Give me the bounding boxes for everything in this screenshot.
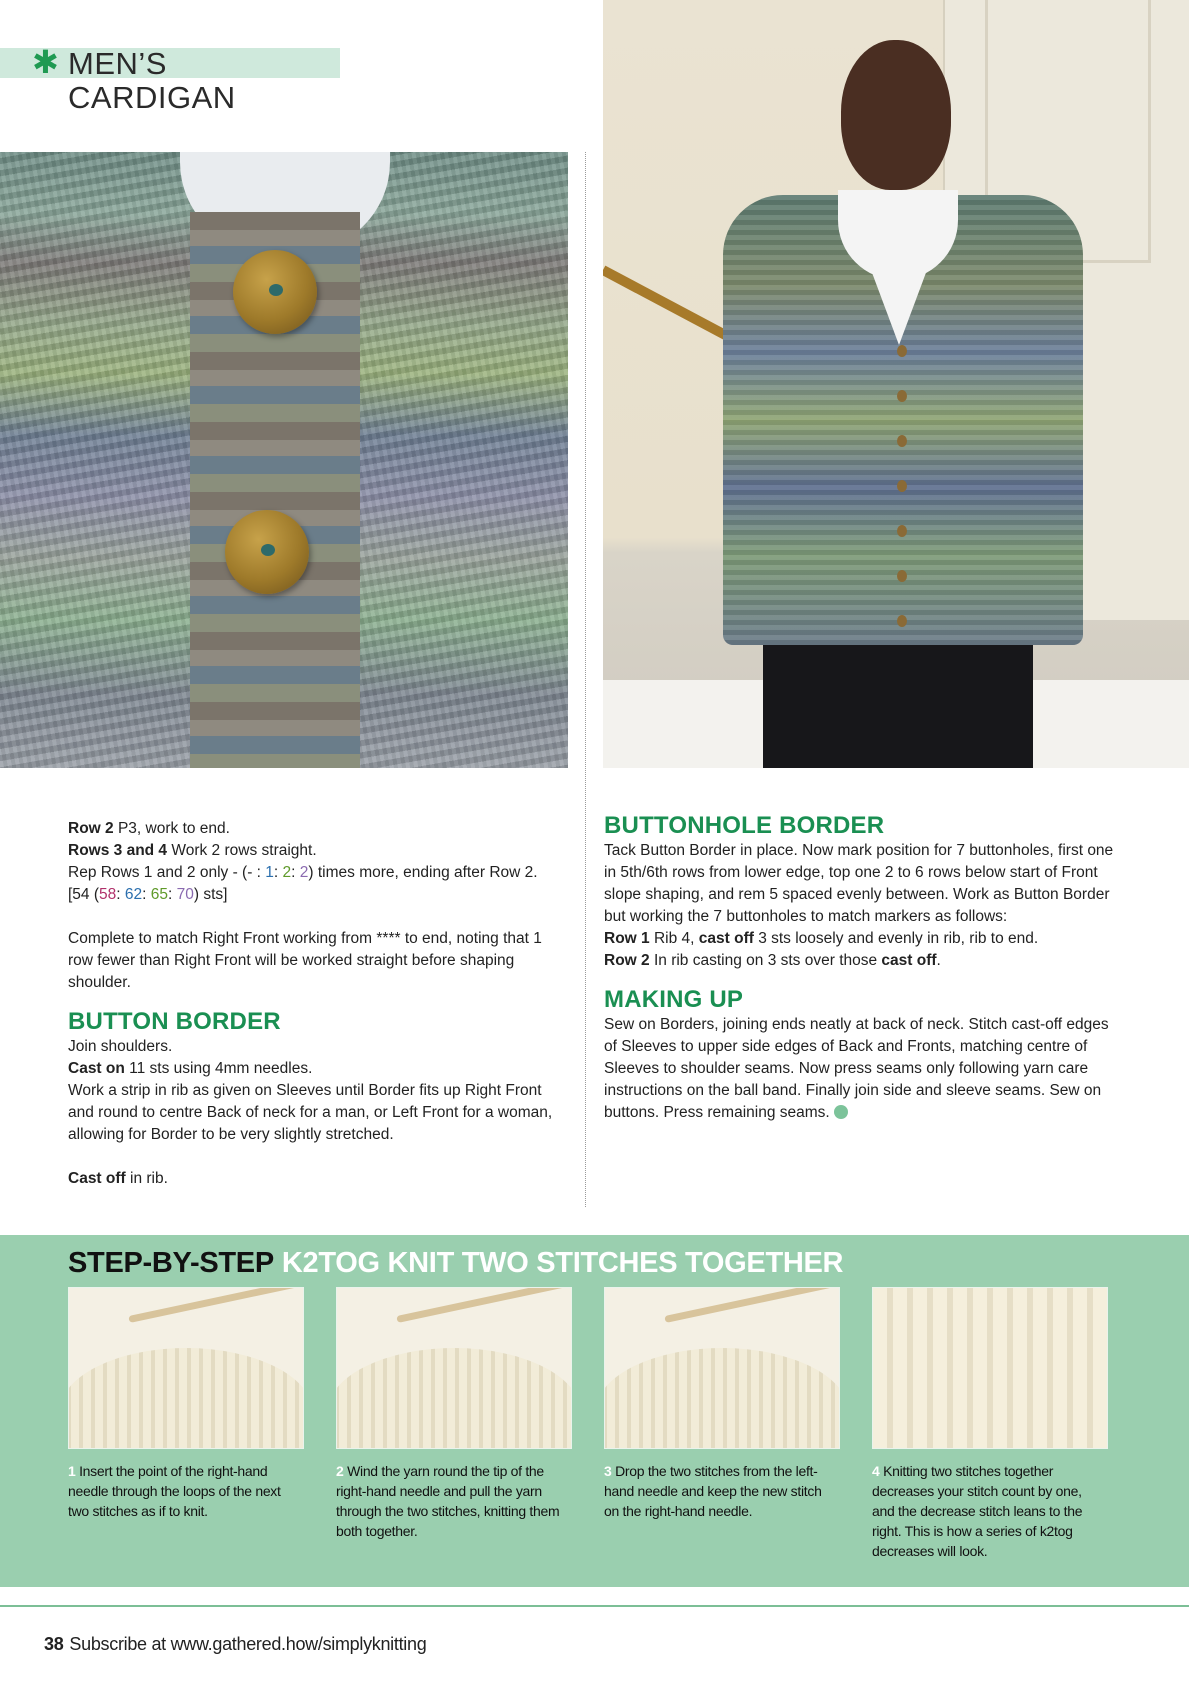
row1-instruction: Row 1 Rib 4, cast off 3 sts loosely and evenly in rib, rib to end.: [604, 930, 1039, 947]
button-border-heading: BUTTON BORDER: [68, 1008, 281, 1035]
repeat-instruction: Rep Rows 1 and 2 only - (- : 1: 2: 2) times more, ending after Row 2.: [68, 864, 538, 881]
step-3-photo: [604, 1287, 840, 1449]
cast-off-instruction: Cast off in rib.: [68, 1170, 168, 1187]
step-1-photo: [68, 1287, 304, 1449]
step-3-caption: 3 Drop the two stitches from the left-hand needle and keep the new stitch on the right-hand needle.: [604, 1463, 822, 1519]
step-4-photo: [872, 1287, 1108, 1449]
step-2-caption: 2 Wind the yarn round the tip of the right-hand needle and pull the yarn through the two stitches, knitting them both together.: [336, 1463, 560, 1539]
row2-instruction: Row 2 P3, work to end.: [68, 820, 230, 837]
model-photo: [603, 0, 1189, 768]
step-1-caption: 1 Insert the point of the right-hand needle through the loops of the next two stitches as if to knit.: [68, 1463, 281, 1519]
yarn-ball-icon: [834, 1105, 848, 1119]
work-strip-instruction: Work a strip in rib as given on Sleeves until Border fits up Right Front and round to centre Back of neck for a man, or Left Front for a woman, allowing for Border to be very slightly stretched.: [68, 1082, 553, 1143]
step-2-photo: [336, 1287, 572, 1449]
cast-on-instruction: Cast on 11 sts using 4mm needles.: [68, 1060, 313, 1077]
complete-instruction: Complete to match Right Front working from **** to end, noting that 1 row fewer than Right Front will be worked straight before shaping shoulder.: [68, 930, 542, 991]
left-column: [68, 818, 568, 1190]
step-4-caption: 4 Knitting two stitches together decreases your stitch count by one, and the decrease stitch leans to the right. This is how a series of k2tog decreases will look.: [872, 1463, 1083, 1559]
page-title: MEN’S CARDIGAN: [68, 46, 236, 115]
subscribe-link[interactable]: Subscribe at www.gathered.how/simplyknitting: [69, 1634, 427, 1654]
cardigan-closeup-photo: [0, 152, 568, 768]
step-by-step-title: STEP-BY-STEP K2TOG KNIT TWO STITCHES TOGETHER: [68, 1247, 844, 1279]
rows34-instruction: Rows 3 and 4 Work 2 rows straight.: [68, 842, 317, 859]
buttonhole-border-heading: BUTTONHOLE BORDER: [604, 812, 885, 839]
footer-rule: [0, 1605, 1189, 1607]
row2-buttonhole-instruction: Row 2 In rib casting on 3 sts over those cast off.: [604, 952, 941, 969]
button-icon: [225, 510, 309, 594]
step-by-step-panel: [0, 1235, 1189, 1587]
column-divider: [585, 152, 586, 1207]
page-number: 38: [44, 1634, 64, 1654]
buttonhole-instruction: Tack Button Border in place. Now mark position for 7 buttonholes, first one in 5th/6th rows from lower edge, top one 2 to 6 rows below start of Front slope shaping, and rem 5 spaced evenly between. Work as Button Border but working the 7 buttonholes to match markers as follows:: [604, 842, 1114, 925]
right-column: [604, 812, 1124, 1124]
section-header: [0, 44, 340, 115]
making-up-heading: MAKING UP: [604, 986, 744, 1013]
button-icon: [233, 250, 317, 334]
clover-icon: ✱: [32, 44, 59, 80]
footer: [44, 1632, 426, 1656]
stitch-count: [54 (58: 62: 65: 70) sts]: [68, 886, 228, 903]
join-instruction: Join shoulders.: [68, 1038, 173, 1055]
making-up-instruction: Sew on Borders, joining ends neatly at back of neck. Stitch cast-off edges of Sleeves to upper side edges of Back and Fronts, matching centre of Sleeves to shoulder seams. Now press seams only following yarn care instructions on the ball band. Finally join side and sleeve seams. Sew on buttons. Press remaining seams.: [604, 1016, 1109, 1121]
